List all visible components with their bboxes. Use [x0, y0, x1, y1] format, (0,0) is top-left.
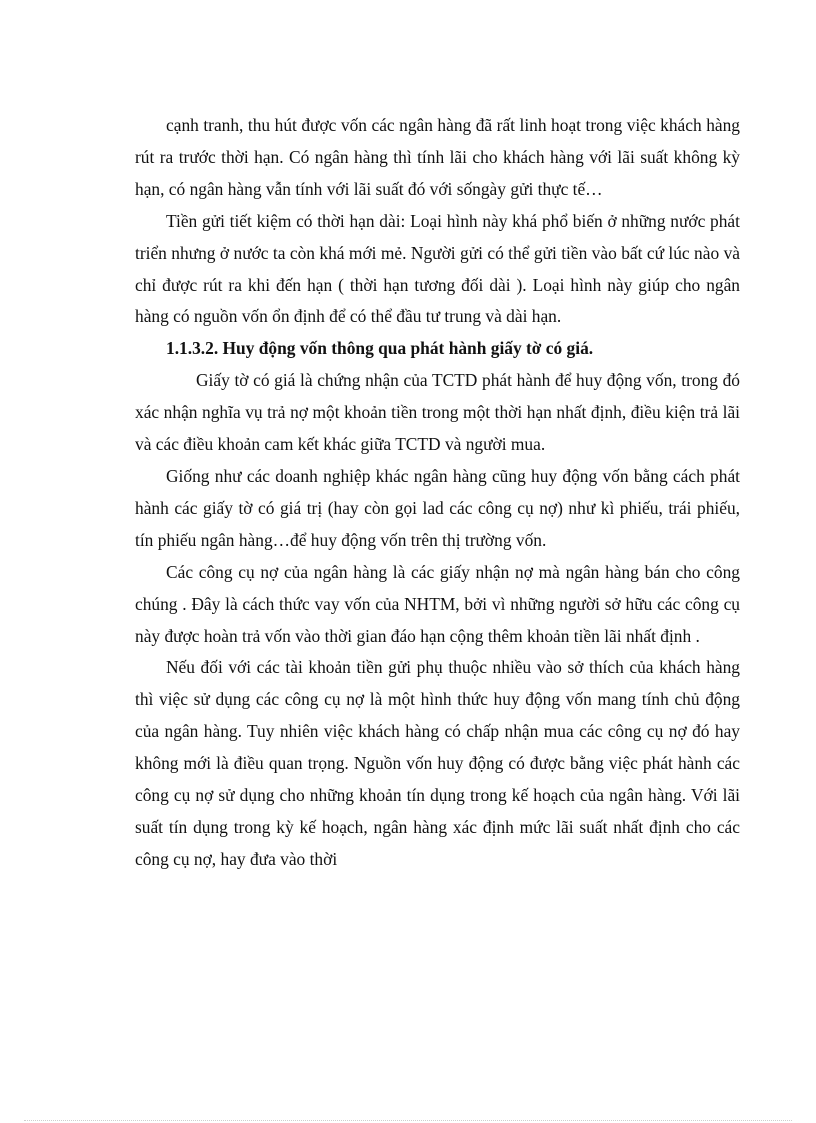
section-heading: 1.1.3.2. Huy động vốn thông qua phát hành giấy tờ có giá. [166, 338, 594, 359]
paragraph-proactive-mobilization: Nếu đối với các tài khoản tiền gửi phụ thuộc nhiều vào sở thích của khách hàng thì việc sử dụng các công cụ nợ là một hình thức huy động vốn mang tính chủ động của ngân hàng. Tuy nhiên việc khách hàng có chấp nhận mua các công cụ nợ đó hay không mới là điều quan trọng. Nguồn vốn huy động có được bằng việc phát hành các công cụ nợ sử dụng cho những khoản tín dụng trong kế hoạch của ngân hàng. Với lãi suất tín dụng trong kỳ kế hoạch, ngân hàng xác định mức lãi suất nhất định cho các công cụ nợ, hay đưa vào thời [135, 657, 740, 869]
document-body [135, 110, 740, 876]
paragraph-early-withdrawal: cạnh tranh, thu hút được vốn các ngân hàng đã rất linh hoạt trong việc khách hàng rút ra trước thời hạn. Có ngân hàng thì tính lãi cho khách hàng với lãi suất không kỳ hạn, có ngân hàng vẫn tính với lãi suất đó với sốngày gửi thực tế… [135, 115, 740, 199]
paragraph-valuable-papers-definition: Giấy tờ có giá là chứng nhận của TCTD phát hành để huy động vốn, trong đó xác nhận nghĩa vụ trả nợ một khoản tiền trong một thời hạn nhất định, điều kiện trả lãi và các điều khoản cam kết khác giữa TCTD và người mua. [135, 370, 740, 455]
paragraph-long-term-savings: Tiền gửi tiết kiệm có thời hạn dài: Loại hình này khá phổ biến ở những nước phát triển nhưng ở nước ta còn khá mới mẻ. Người gửi có thể gửi tiền vào bất cứ lúc nào và chỉ được rút ra khi đến hạn ( thời hạn tương đối dài ). Loại hình này giúp cho ngân hàng có nguồn vốn ổn định để có thể đầu tư trung và dài hạn. [135, 210, 740, 327]
paragraph-debt-instruments-issuance: Giống như các doanh nghiệp khác ngân hàng cũng huy động vốn bằng cách phát hành các giấy tờ có giá trị (hay còn gọi lad các công cụ nợ) như kì phiếu, trái phiếu, tín phiếu ngân hàng…để huy động vốn trên thị trường vốn. [135, 465, 740, 550]
paragraph-debt-instruments-sold: Các công cụ nợ của ngân hàng là các giấy nhận nợ mà ngân hàng bán cho công chúng . Đây là cách thức vay vốn của NHTM, bởi vì những người sở hữu các công cụ này được hoàn trả vốn vào thời gian đáo hạn cộng thêm khoản tiền lãi nhất định . [135, 561, 740, 646]
page-bottom-divider [24, 1120, 792, 1121]
